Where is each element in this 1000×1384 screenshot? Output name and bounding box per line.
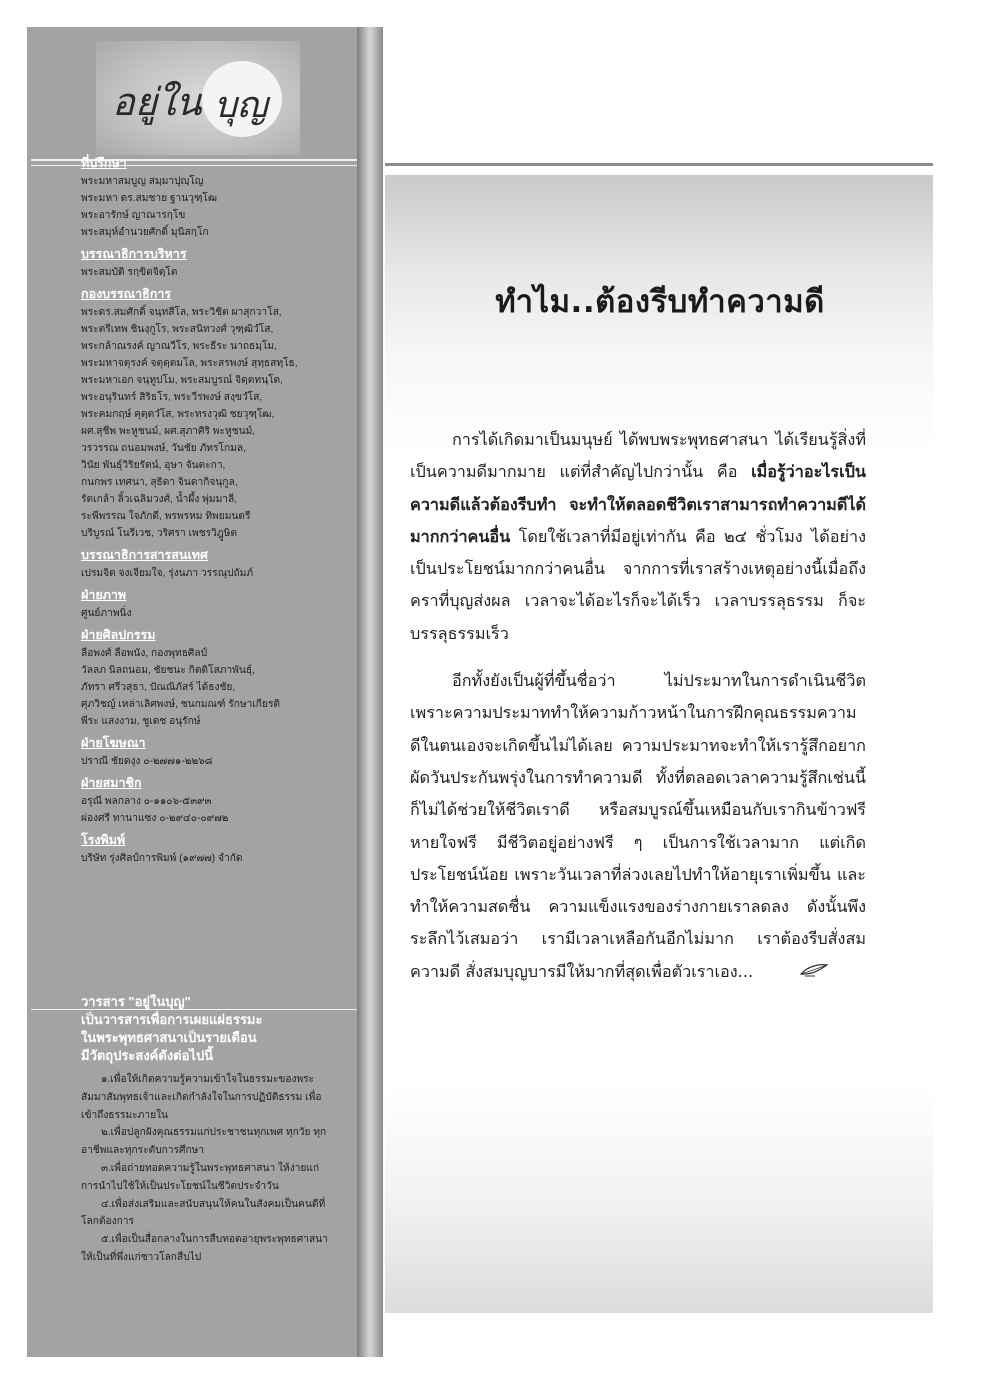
- credits-line: ปราณี ชัยดงุง ๐-๒๗๗๑-๒๒๖๘: [81, 756, 213, 767]
- credits-line: อรุณี พลกลาง ๐-๑๑๐๖-๕๓๙๓: [81, 796, 212, 807]
- credits-section-body: [81, 793, 343, 827]
- leaf-end-mark-icon: [757, 956, 829, 988]
- credits-section-body: [81, 264, 343, 281]
- logo-text-left: อยู่ใน: [112, 80, 202, 124]
- mission-item: ๔.เพื่อส่งเสริมและสนับสนุนให้คนในสังคมเป็นคนดีที่โลกต้องการ: [81, 1198, 326, 1228]
- article-paragraph: [410, 665, 866, 988]
- credits-line: ผศ.สุชีพ พะหูชนม์, ผศ.สุภาศิริ พะหูชนม์,: [81, 426, 256, 437]
- credits-line: บริบูรณ์ โนรีเวช, วริศรา เพชรวิฎูษิต: [81, 528, 238, 539]
- paragraph-text: การได้เกิดมาเป็นมนุษย์ ได้พบพระพุทธศาสนา ได้เรียนรู้สิ่งที่เป็นความดีมากมาย แต่ที่สำคัญไปกว่านั้น คือ: [410, 430, 866, 482]
- credits-line: พระกล้าณรงค์ ญาณวีโร, พระธีระ นาถธมฺโม,: [81, 341, 277, 352]
- credits-line: พีระ แสงงาม, ชูเดช อนุรักษ์: [81, 716, 201, 727]
- credits-line: กนกพร เทศนา, สุธิดา จินดากิจนุกูล,: [81, 477, 238, 488]
- credits-section-body: [81, 173, 343, 241]
- credits-line: เปรมจิต จงเจียมใจ, รุ่งนภา วรรณุปถัมภ์: [81, 568, 254, 579]
- mission-list: [81, 1071, 331, 1267]
- credits-line: พระมหา ดร.สมชาย ฐานวุฑฺโฒ: [81, 193, 218, 204]
- mission-statement: [81, 993, 331, 1267]
- credits-section-title: บรรณาธิการสารสนเทศ: [81, 548, 208, 562]
- credits-line: พระมหาจตุรงค์ จตุตฺตมโล, พระสรพงษ์ สุทฺธสทฺโธ,: [81, 358, 298, 369]
- paragraph-emphasis: เมื่อรู้ว่าอะไรเป็นความดีแล้วต้องรีบทำ จะทำให้ตลอดชีวิตเราสามารถทำความดีได้มากกว่าคนอื่น: [410, 462, 866, 546]
- credits-line: พระอนุรินทร์ สิริธโร, พระวีรพงษ์ สงฺขวํโส,: [81, 392, 263, 403]
- credits-section-title: ฝ่ายโฆษณา: [81, 736, 146, 750]
- article-title: ทำไม..ต้องรีบทำความดี: [495, 284, 825, 320]
- credits-section-body: [81, 753, 343, 770]
- article-paragraph: [410, 424, 866, 650]
- credits-line: ลือพงศ์ ลือพนัง, กองพุทธศิลป์: [81, 648, 208, 659]
- mission-title: วารสาร "อยู่ในบุญ" เป็นวารสารเพื่อการเผยแผ่ธรรมะ ในพระพุทธศาสนาเป็นรายเดือน มีวัตถุประสงค์ดังต่อไปนี้: [81, 994, 263, 1063]
- credits-line: ศุภวิชญ์ เหล่าเลิศพงษ์, ชนกมณฑ์ รักษาเกียรติ: [81, 699, 281, 710]
- credits-line: ภัทรา ศรีวสุธา, ปัณณิภัสร์ ได้ธงชัย,: [81, 682, 236, 693]
- paragraph-text: โดยใช้เวลาที่มีอยู่เท่ากัน คือ ๒๔ ชั่วโมง ได้อย่างเป็นประโยชน์มากกว่าคนอื่น จากการที่เราสร้างเหตุอย่างนี้เมื่อถึงคราที่บุญส่งผล เวลาจะได้อะไรก็จะได้เร็ว เวลาบรรลุธรรม ก็จะบรรลุธรรมเร็ว: [410, 526, 866, 643]
- credits-line: วินัย พันธุ์วิริยรัตน์, อุษา จันดะกา,: [81, 460, 226, 471]
- article-body: [410, 424, 866, 1003]
- page-spine: [357, 27, 383, 1357]
- logo-text-right: บุญ: [214, 85, 268, 126]
- credits-line: พระมหาสมบูญ สมฺมาปุญฺโญ: [81, 176, 204, 187]
- credits-section-title: บรรณาธิการบริหาร: [81, 247, 187, 261]
- credits-line: บริษัท รุ่งศิลป์การพิมพ์ (๑๙๗๗) จำกัด: [81, 853, 243, 864]
- credits-section-body: [81, 304, 343, 542]
- credits-section-title: กองบรรณาธิการ: [81, 287, 172, 301]
- magazine-logo: [96, 41, 300, 155]
- credits-line: พระดร.สมศักดิ์ จนฺทสีโล, พระวิชิต ผาสุกวาโส,: [81, 307, 282, 318]
- credits-line: รัตเกล้า ลิ้วเฉลิมวงศ์, น้ำผึ้ง พุ่มมาลี,: [81, 494, 238, 505]
- credits-line: พระสมุห์อำนวยศักดิ์ มุนิสกฺโก: [81, 227, 209, 238]
- header-rule: [385, 163, 933, 166]
- logo-lettering-icon: [96, 41, 300, 155]
- mission-item: ๕.เพื่อเป็นสื่อกลางในการสืบทอดอายุพระพุทธศาสนาให้เป็นที่พึ่งแก่ชาวโลกสืบไป: [81, 1234, 328, 1263]
- credits-section-title: ฝ่ายศิลปกรรม: [81, 628, 156, 642]
- credits-section-body: [81, 645, 343, 730]
- mission-item: ๑.เพื่อให้เกิดความรู้ความเข้าใจในธรรมะของพระสัมมาสัมพุทธเจ้าและเกิดกำลังใจในการปฏิบัติธรรม เพื่อเข้าถึงธรรมะภายใน: [81, 1074, 322, 1121]
- credits-section-body: [81, 850, 343, 867]
- credits-section-body: [81, 605, 343, 622]
- credits-section-title: ที่ปรึกษา: [81, 156, 127, 170]
- credits-line: ระพีพรรณ ใจภักดี, พรพรหม ทิพยมนตรี: [81, 511, 251, 522]
- credits-line: พระตรีเทพ ชินงฺกูโร, พระสนิทวงศ์ วุฑฺฒิวํโส,: [81, 324, 274, 335]
- credits-line: ศูนย์ภาพนิ่ง: [81, 608, 132, 619]
- credits-line: พระสมบัติ รกฺขิตจิตฺโต: [81, 267, 178, 278]
- credits-line: พระมหาเอก จนฺทูปโม, พระสมบูรณ์ จิตฺตทนฺโต,: [81, 375, 283, 386]
- mission-item: ๒.เพื่อปลูกฝังคุณธรรมแก่ประชาชนทุกเพศ ทุกวัย ทุกอาชีพและทุกระดับการศึกษา: [81, 1127, 327, 1157]
- staff-credits: [81, 150, 343, 867]
- credits-line: วัลลภ นิลถนอม, ชัยชนะ กิตติโสภาพันธุ์,: [81, 665, 255, 676]
- mission-item: ๓.เพื่อถ่ายทอดความรู้ในพระพุทธศาสนา ให้ง่ายแก่การนำไปใช้ให้เป็นประโยชน์ในชีวิตประจำวัน: [81, 1162, 320, 1192]
- paragraph-text: อีกทั้งยังเป็นผู้ที่ขึ้นชื่อว่า ไม่ประมาทในการดำเนินชีวิต เพราะความประมาททำให้ความก้าวหน้าในการฝึกคุณธรรมความดีในตนเองจะเกิดขึ้นไม่ได้เลย ความประมาทจะทำให้เรารู้สึกอยากผัดวันประกันพรุ่งในการทำความดี ทั้งที่ตลอดเวลาความรู้สึกเช่นนี้ ก็ไม่ได้ช่วยให้ชีวิตเราดี หรือสมบูรณ์ขึ้นเหมือนกับเรากินข้าวฟรี หายใจฟรี มีชีวิตอยู่อย่างฟรี ๆ เป็นการใช้เวลามาก แต่เกิดประโยชน์น้อย เพราะวันเวลาที่ล่วงเลยไปทำให้อายุเราเพิ่มขึ้น และทำให้ความสดชื่น ความแข็งแรงของร่างกายเราลดลง ดังนั้นพึงระลึกไว้เสมอว่า เรามีเวลาเหลือกันอีกไม่มาก เราต้องรีบสั่งสมความดี สั่งสมบุญบารมีให้มากที่สุดเพื่อตัวเราเอง...: [410, 671, 866, 981]
- credits-line: วรวรรณ ถนอมพงษ์, วันชัย ภัทรโกมล,: [81, 443, 246, 454]
- credits-line: พระอารักษ์ ญาณารกฺโข: [81, 210, 186, 221]
- credits-section-body: [81, 565, 343, 582]
- credits-line: ผ่องศรี ทานาแซง ๐-๒๙๔๐-๐๙๗๒: [81, 813, 229, 824]
- credits-section-title: โรงพิมพ์: [81, 833, 126, 847]
- credits-line: พระคมกฤษ์ คุตฺตวํโส, พระทรงวุฒิ ชยวุฑฺโฒ,: [81, 409, 275, 420]
- credits-section-title: ฝ่ายสมาชิก: [81, 776, 142, 790]
- credits-section-title: ฝ่ายภาพ: [81, 588, 127, 602]
